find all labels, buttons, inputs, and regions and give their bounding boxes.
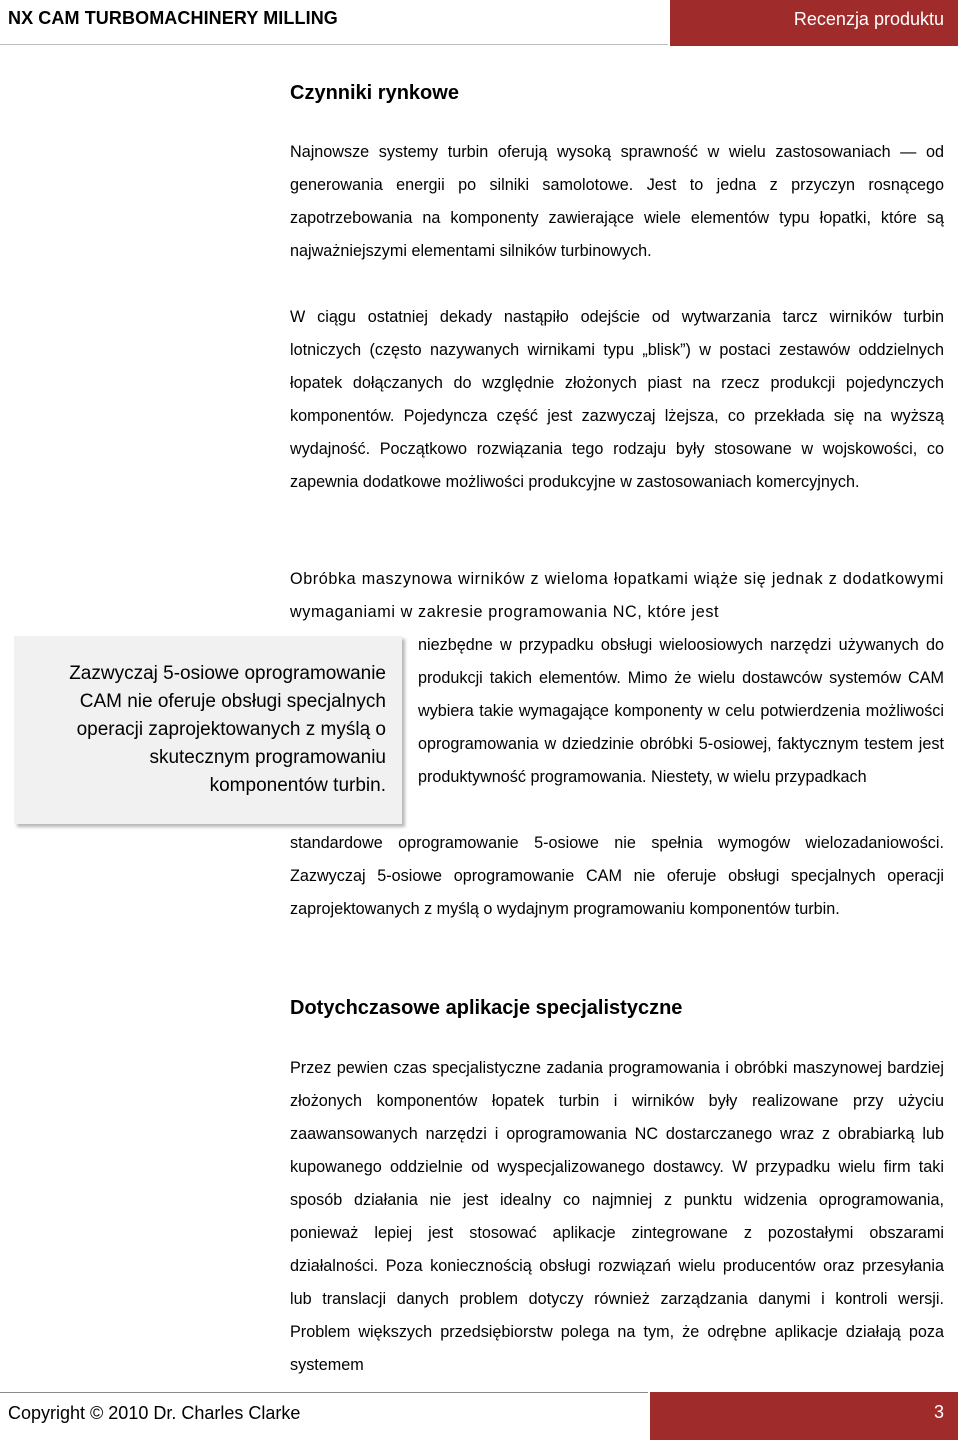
paragraph-machining-start: Obróbka maszynowa wirników z wieloma łopatkami wiąże się jednak z dodatkowymi wymaganiami w zakresie programowania NC, które jest xyxy=(290,570,944,621)
pull-quote: Zazwyczaj 5-osiowe oprogramowanie CAM nie oferuje obsługi specjalnych operacji zaprojektowanych z myślą o skutecznym programowaniu komponentów turbin. xyxy=(14,636,402,824)
copyright-text: Copyright © 2010 Dr. Charles Clarke xyxy=(8,1403,301,1423)
document-title: NX CAM TURBOMACHINERY MILLING xyxy=(8,8,338,28)
paragraph-machining-wrapped: niezbędne w przypadku obsługi wieloosiowych narzędzi używanych do produkcji takich elementów. Mimo że wielu dostawców systemów CAM wybiera takie wymagające komponenty w celu potwierdzenia możliwości oprogramowania w dziedzinie obróbki 5-osiowej, faktycznym testem jest produktywność programowania. Niestety, w wielu przypadkach xyxy=(418,636,944,786)
section-heading-specialist-apps: Dotychczasowe aplikacje specjalistyczne xyxy=(290,997,683,1019)
header-bar xyxy=(0,0,668,45)
paragraph-specialist-apps: Przez pewien czas specjalistyczne zadania programowania i obróbki maszynowej bardziej złożonych komponentów łopatek turbin i wirników były realizowane przy użyciu zaawansowanych narzędzi i oprogramowania NC dostarczanego wraz z obrabiarką lub kupowanego oddzielnie od wyspecjalizowanego dostawcy. W przypadku wielu firm taki sposób działania nie jest idealny co najmniej z punktu widzenia oprogramowania, ponieważ lepiej jest stosować aplikacje zintegrowane z pozostałymi obszarami działalności. Poza koniecznością obsługi rozwiązań wielu producentów oraz przesyłania lub translacji danych problem dotyczy również zarządzania danymi i kontroli wersji. Problem większych przedsiębiorstw polega na tym, że odrębne aplikacje działają poza systemem xyxy=(290,1059,944,1374)
paragraph-blisk: W ciągu ostatniej dekady nastąpiło odejście od wytwarzania tarcz wirników turbin lotniczych (często nazywanych wirnikami typu „blisk”) w postaci zestawów oddzielnych łopatek dołączanych do względnie złożonych piast na rzecz produkcji pojedynczych komponentów. Pojedyncza część jest zazwyczaj lżejsza, co przekłada się na wyższą wydajność. Początkowo rozwiązania tego rodzaju były stosowane w wojskowości, co zapewnia dodatkowe możliwości produkcyjne w zastosowaniach komercyjnych. xyxy=(290,308,944,491)
header-accent-block xyxy=(670,0,958,46)
page-number: 3 xyxy=(933,1402,944,1422)
footer-accent-block xyxy=(650,1392,958,1440)
footer-bar xyxy=(0,1392,648,1439)
header-tag: Recenzja produktu xyxy=(793,9,944,29)
paragraph-machining-end: standardowe oprogramowanie 5-osiowe nie spełnia wymogów wielozadaniowości. Zazwyczaj 5-osiowe oprogramowanie CAM nie oferuje obsługi specjalnych operacji zaprojektowanych z myślą o wydajnym programowaniu komponentów turbin. xyxy=(290,834,944,918)
section-heading-market-drivers: Czynniki rynkowe xyxy=(290,82,459,104)
paragraph-intro: Najnowsze systemy turbin oferują wysoką sprawność w wielu zastosowaniach — od generowania energii po silniki samolotowe. Jest to jedna z przyczyn rosnącego zapotrzebowania na komponenty zawierające wiele elementów typu łopatki, które są najważniejszymi elementami silników turbinowych. xyxy=(290,143,944,260)
